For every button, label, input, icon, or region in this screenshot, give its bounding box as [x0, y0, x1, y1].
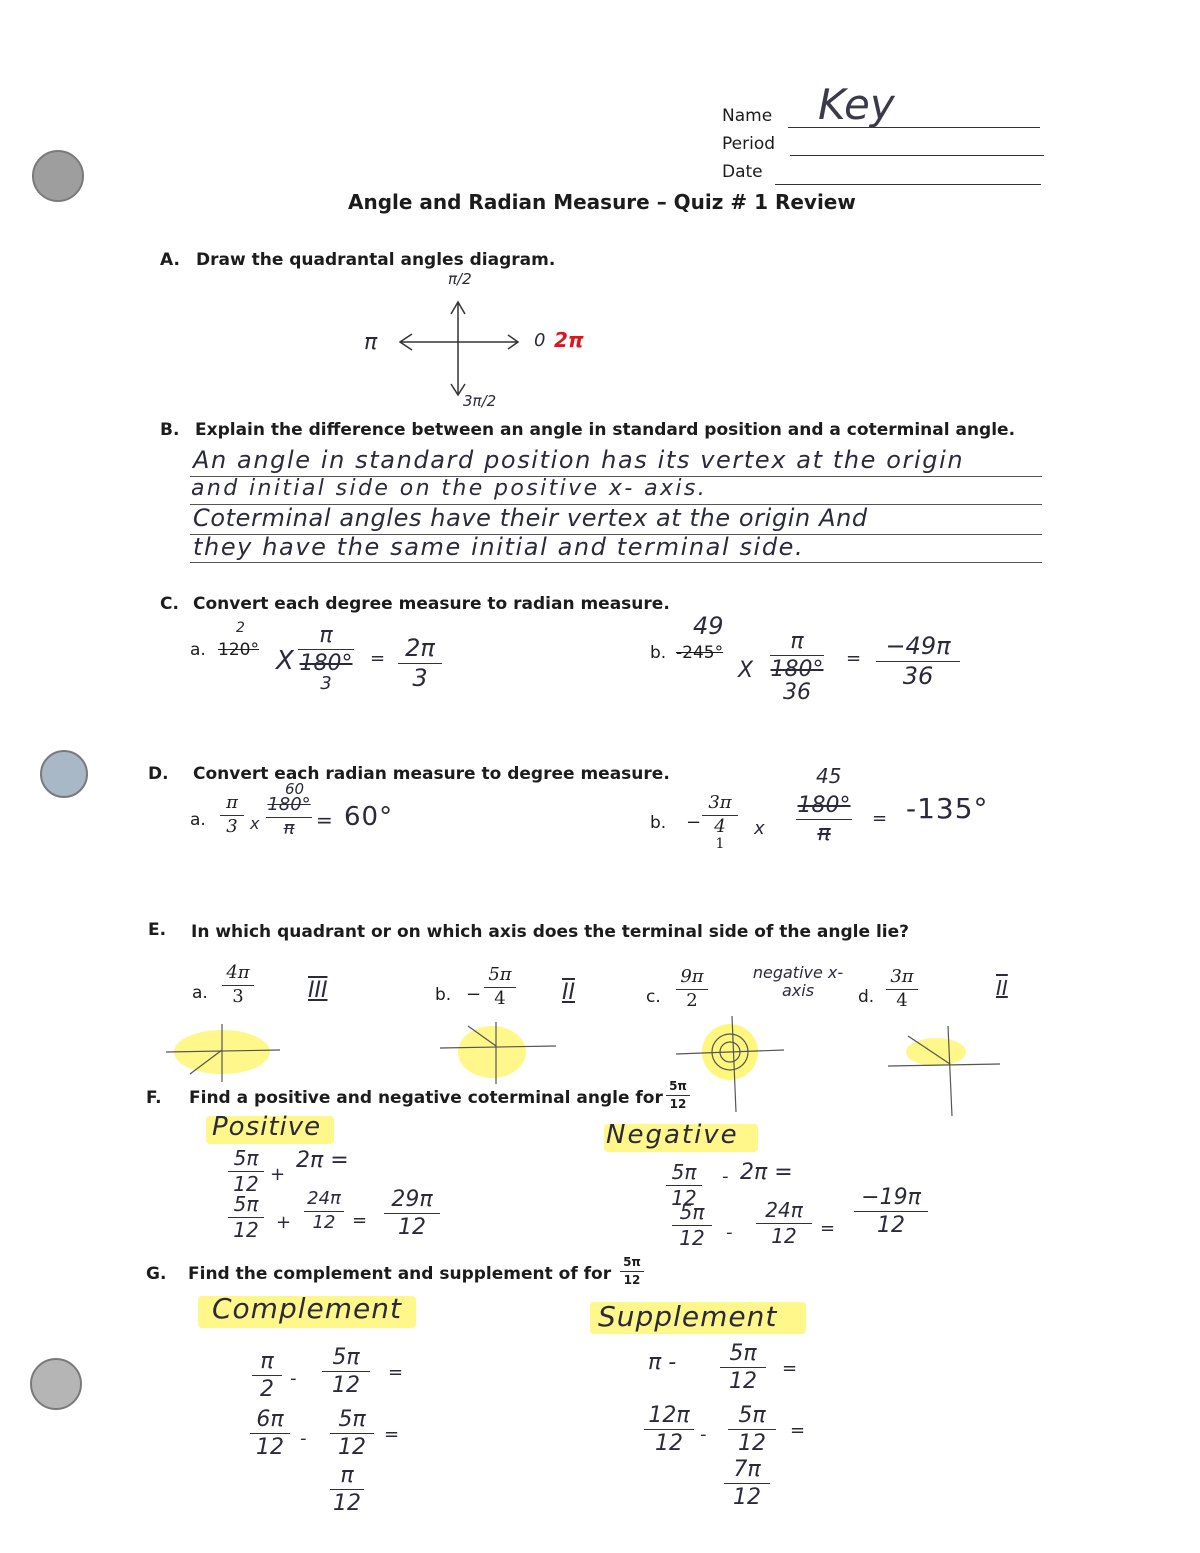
supp-step2-op: -	[700, 1424, 707, 1445]
neg-step2-frac2: 24π 12	[756, 1200, 812, 1247]
supp-step2-eq: =	[790, 1420, 806, 1441]
d-b-times: x	[754, 818, 765, 839]
section-g-letter: G.	[146, 1264, 167, 1284]
negative-label: Negative	[606, 1120, 739, 1150]
c-a-degree: 120°	[218, 640, 259, 660]
c-a-times: X	[276, 646, 294, 676]
explanation-line-4: they have the same initial and terminal side.	[193, 533, 805, 561]
e-c-answer: negative x-axis	[752, 963, 844, 1000]
d-a-answer: 60°	[344, 802, 394, 832]
explanation-line-3: Coterminal angles have their vertex at the origin And	[193, 504, 868, 532]
e-d-answer: II	[996, 976, 1008, 1000]
e-a-answer: III	[308, 978, 328, 1003]
pos-step1-op: +	[270, 1164, 286, 1185]
c-a-equals: =	[370, 648, 386, 669]
explanation-line-2: and initial side on the positive x- axis.	[191, 476, 708, 501]
c-b-times: X	[738, 658, 754, 683]
e-d-value: 3π 4	[886, 968, 918, 1011]
name-value: Key	[818, 80, 895, 129]
supp-step2-frac1: 12π 12	[644, 1404, 694, 1455]
e-b-answer: II	[562, 980, 575, 1005]
e-b-label: b.	[435, 985, 452, 1005]
comp-step2-op: -	[300, 1428, 307, 1449]
e-d-label: d.	[858, 987, 875, 1007]
section-b-prompt: Explain the difference between an angle in standard position and a coterminal angle.	[195, 420, 1016, 440]
comp-step1-op: -	[290, 1368, 297, 1389]
section-g-fraction: 5π 12	[620, 1256, 644, 1286]
c-a-factor: π 180° 3	[299, 623, 353, 695]
section-g-prompt: Find the complement and supplement of for	[188, 1264, 612, 1284]
c-b-equals: =	[846, 648, 862, 669]
section-a-prompt: Draw the quadrantal angles diagram.	[196, 250, 556, 270]
section-b-letter: B.	[160, 420, 180, 440]
comp-step2-frac2: 5π 12	[330, 1408, 374, 1459]
complement-label: Complement	[212, 1292, 402, 1325]
c-a-label: a.	[190, 640, 206, 660]
d-b-answer: -135°	[906, 792, 989, 825]
positive-label: Positive	[212, 1112, 322, 1142]
supplement-answer: 7π 12	[724, 1458, 770, 1509]
complement-answer: π 12	[330, 1464, 364, 1515]
d-a-small: 60	[285, 780, 305, 798]
supp-step1-eq: =	[782, 1358, 798, 1379]
e-b-sign: −	[466, 984, 482, 1005]
d-b-small: 45	[816, 764, 842, 788]
supp-step1-frac: 5π 12	[720, 1342, 766, 1393]
supplement-label: Supplement	[598, 1300, 778, 1333]
c-a-answer: 2π 3	[398, 636, 442, 691]
axis-label-right-red: 2π	[554, 328, 584, 352]
supp-step1-lead: π -	[648, 1350, 677, 1375]
neg-step1-rest: 2π =	[740, 1160, 793, 1185]
c-b-factor: π 180° 36	[770, 629, 824, 706]
e-b-value: 5π 4	[484, 966, 516, 1009]
e-c-label: c.	[646, 987, 661, 1007]
e-c-value: 9π 2	[676, 968, 708, 1011]
axis-label-top: π/2	[448, 270, 472, 288]
comp-step2-frac1: 6π 12	[250, 1408, 290, 1459]
section-d-letter: D.	[148, 764, 169, 784]
comp-step1-frac2: 5π 12	[322, 1346, 370, 1397]
section-e-letter: E.	[148, 920, 167, 940]
section-e-prompt: In which quadrant or on which axis does the terminal side of the angle lie?	[191, 922, 910, 942]
axis-label-left: π	[364, 330, 378, 355]
supp-step2-frac2: 5π 12	[728, 1404, 776, 1455]
comp-step2-eq: =	[384, 1424, 400, 1445]
e-a-label: a.	[192, 983, 208, 1003]
explanation-line-1: An angle in standard position has its vertex at the origin	[193, 446, 965, 474]
e-a-value: 4π 3	[222, 964, 254, 1007]
c-a-small: 2	[236, 620, 245, 636]
neg-answer: −19π 12	[854, 1186, 928, 1237]
pos-answer: 29π 12	[384, 1188, 440, 1239]
comp-step1-eq: =	[388, 1362, 404, 1383]
d-b-factor: 180° π	[797, 793, 851, 847]
pos-step2-op: +	[276, 1212, 292, 1233]
pos-step2-frac1: 5π 12	[228, 1194, 264, 1241]
neg-step2-frac1: 5π 12	[672, 1202, 712, 1249]
page-title: Angle and Radian Measure – Quiz # 1 Review	[348, 190, 856, 214]
d-b-equals: =	[872, 808, 888, 829]
d-a-label: a.	[190, 810, 206, 830]
axis-label-right: 0	[534, 330, 546, 351]
pos-step2-frac2: 24π 12	[304, 1190, 344, 1233]
c-b-label: b.	[650, 643, 667, 663]
pos-step1-rest: 2π =	[296, 1148, 349, 1173]
section-f-fraction: 5π 12	[666, 1080, 690, 1110]
comp-step1-frac1: π 2	[252, 1350, 282, 1401]
period-label: Period	[722, 134, 776, 154]
neg-step1-frac: 5π 12	[666, 1162, 702, 1209]
section-f-letter: F.	[146, 1088, 162, 1108]
axis-label-bottom: 3π/2	[463, 392, 497, 410]
d-a-value: π 3	[220, 794, 244, 837]
d-a-times: x	[250, 814, 260, 833]
name-label: Name	[722, 106, 773, 126]
d-b-value: 3π 4 1	[702, 794, 738, 851]
c-b-answer: −49π 36	[876, 634, 960, 689]
neg-step2-eq: =	[820, 1218, 836, 1239]
pos-step2-eq: =	[352, 1210, 368, 1231]
c-b-small: 49	[693, 612, 724, 640]
d-b-label: b.	[650, 813, 667, 833]
section-c-prompt: Convert each degree measure to radian measure.	[193, 594, 670, 614]
neg-step2-op: -	[726, 1222, 733, 1243]
d-a-factor: 180° π	[267, 794, 311, 839]
d-a-equals: =	[316, 808, 333, 832]
d-b-sign: −	[686, 812, 702, 833]
section-f-prompt: Find a positive and negative coterminal angle for	[189, 1088, 663, 1108]
c-b-degree: -245°	[676, 643, 724, 663]
section-c-letter: C.	[160, 594, 179, 614]
pos-step1-frac: 5π 12	[228, 1148, 264, 1195]
section-d-prompt: Convert each radian measure to degree measure.	[193, 764, 670, 784]
section-a-letter: A.	[160, 250, 180, 270]
neg-step1-op: -	[722, 1166, 729, 1187]
date-label: Date	[722, 162, 763, 182]
